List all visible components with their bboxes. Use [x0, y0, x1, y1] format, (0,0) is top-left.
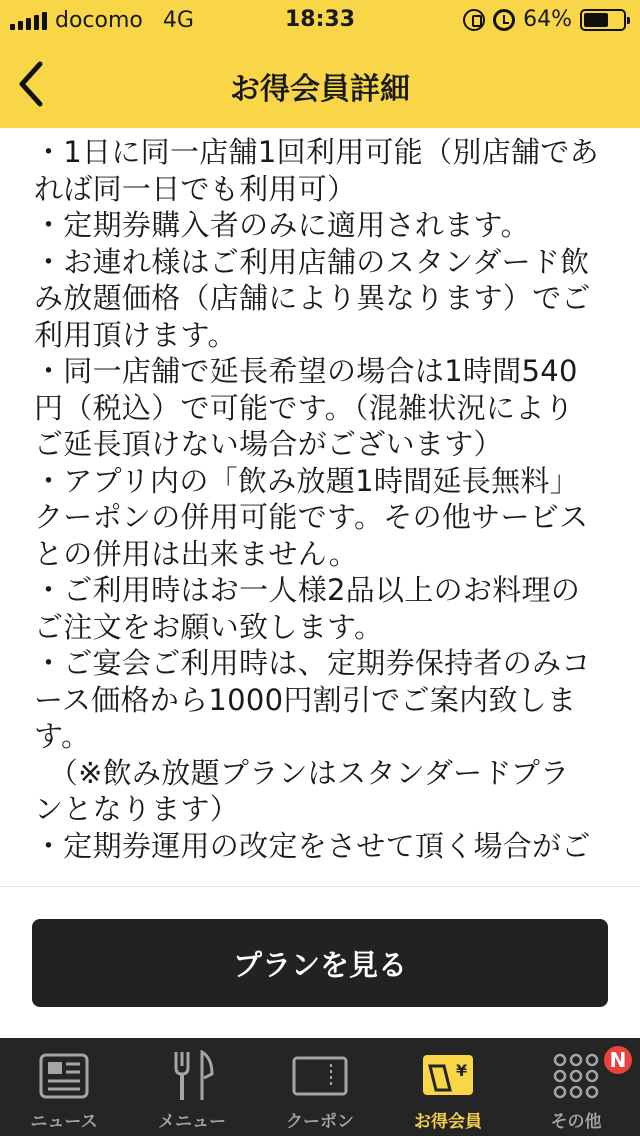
details-line: ・定期券購入者のみに適用されます。: [34, 208, 530, 242]
view-plans-button[interactable]: プランを見る: [32, 919, 608, 1007]
battery-fill: [584, 13, 608, 27]
grid-icon: [552, 1050, 600, 1102]
details-line: クーポンの併用可能です。その他サービス: [34, 500, 589, 534]
news-icon: [38, 1050, 90, 1102]
menu-icon: [168, 1050, 216, 1102]
tab-other[interactable]: [512, 1038, 640, 1136]
details-line: ース価格から1000円割引でご案内致しま: [34, 682, 577, 717]
details-line: ンとなります）: [34, 792, 240, 826]
battery-icon: [580, 9, 626, 31]
details-line: ・アプリ内の「飲み放題1時間延長無料」: [34, 463, 579, 498]
tab-label: メニュー: [158, 1112, 226, 1132]
network-label: 4G: [162, 8, 194, 33]
details-line: ・1日に同一店舗1回利用可能（別店舗であ: [34, 135, 599, 169]
details-line: す。: [34, 719, 91, 753]
navigation-bar: [0, 40, 640, 128]
member-card-icon: [420, 1050, 476, 1102]
page-title: お得会員詳細: [230, 72, 410, 107]
tab-label: お得会員: [414, 1112, 482, 1132]
notification-badge: N: [602, 1044, 634, 1076]
status-right: [463, 7, 626, 32]
coupon-icon: [291, 1050, 349, 1102]
details-line: れば同一日でも利用可）: [34, 171, 357, 206]
carrier-label: docomo: [55, 8, 143, 33]
tab-bar: [0, 1038, 640, 1136]
details-line: ご注文をお願い致します。: [34, 609, 384, 644]
svg-text:¥: ¥: [456, 1061, 468, 1080]
alarm-icon: [493, 9, 515, 31]
details-line: ・ご利用時はお一人様2品以上のお料理の: [34, 573, 581, 607]
details-line: ・定期券運用の改定をさせて頂く場合がご: [34, 828, 591, 863]
tab-label: その他: [550, 1112, 602, 1132]
details-line: 円（税込）で可能です。（混雑状況により: [34, 390, 574, 425]
details-line: 利用頂けます。: [34, 317, 237, 352]
button-area: [0, 886, 640, 1038]
details-line: （※飲み放題プランはスタンダードプラ: [34, 755, 570, 790]
tab-coupon[interactable]: [256, 1038, 384, 1136]
status-bar: [0, 0, 640, 40]
details-text: [0, 128, 640, 864]
details-line: み放題価格（店舗により異なります）でご: [34, 281, 591, 315]
battery-percent: 64%: [523, 7, 572, 32]
orientation-lock-icon: [463, 9, 485, 31]
details-line: ・同一店舗で延長希望の場合は1時間540: [34, 354, 578, 388]
tab-menu[interactable]: [128, 1038, 256, 1136]
tab-news[interactable]: [0, 1038, 128, 1136]
details-line: ・ご宴会ご利用時は、定期券保持者のみコ: [34, 646, 591, 680]
tab-label: ニュース: [30, 1112, 98, 1132]
tab-member[interactable]: [384, 1038, 512, 1136]
member-details-content[interactable]: [0, 128, 640, 886]
details-line: ・お連れ様はご利用店舗のスタンダード飲: [34, 244, 590, 279]
details-line: ご延長頂けない場合がございます）: [34, 427, 503, 461]
status-time: 18:33: [284, 7, 356, 32]
tab-label: クーポン: [286, 1112, 354, 1132]
details-line: との併用は出来ません。: [34, 536, 359, 571]
